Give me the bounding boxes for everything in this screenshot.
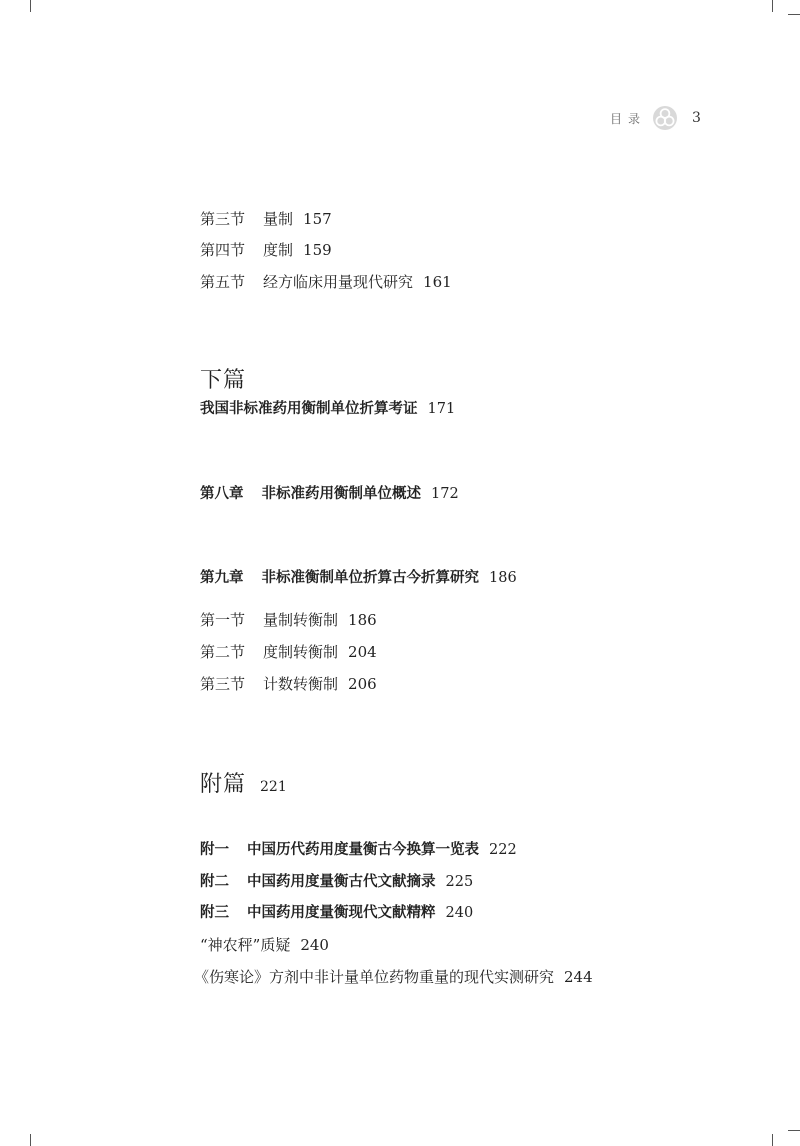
crop-mark-right-bottom bbox=[788, 1130, 800, 1131]
toc-entry-appendix[interactable]: 附一 中国历代药用度量衡古今换算一览表 222 bbox=[200, 842, 517, 858]
toc-page-number: 206 bbox=[348, 675, 377, 693]
toc-entry-chapter[interactable]: 第八章 非标准药用衡制单位概述 172 bbox=[200, 486, 459, 502]
toc-entry-section[interactable]: 第二节 度制转衡制 204 bbox=[200, 643, 377, 661]
part-title-lower: 下篇 bbox=[200, 368, 247, 393]
running-head bbox=[610, 104, 701, 132]
toc-page-number: 161 bbox=[423, 273, 452, 291]
toc-entry-article[interactable]: “神农秤”质疑 240 bbox=[200, 936, 329, 954]
toc-page-number: 186 bbox=[489, 570, 517, 586]
toc-page-number: 225 bbox=[445, 874, 474, 890]
toc-entry-part-subtitle[interactable]: 我国非标准药用衡制单位折算考证 171 bbox=[200, 401, 456, 417]
toc-entry-section[interactable]: 第一节 量制转衡制 186 bbox=[200, 611, 377, 629]
triple-swirl-logo-icon bbox=[652, 105, 678, 131]
toc-page-number: 204 bbox=[348, 643, 377, 661]
toc-entry-appendix[interactable]: 附三 中国药用度量衡现代文献精粹 240 bbox=[200, 905, 474, 921]
crop-mark-bottom-right bbox=[772, 1134, 773, 1146]
toc-page-number: 240 bbox=[300, 936, 329, 954]
toc-page-number: 159 bbox=[303, 241, 332, 259]
toc-page-number: 240 bbox=[445, 905, 474, 921]
toc-entry-section[interactable]: 第五节 经方临床用量现代研究 161 bbox=[200, 273, 452, 291]
crop-mark-top-right bbox=[772, 0, 773, 12]
crop-mark-top-left bbox=[30, 0, 31, 12]
crop-mark-bottom-left bbox=[30, 1134, 31, 1146]
running-head-page-number: 3 bbox=[692, 110, 701, 126]
toc-entry-appendix[interactable]: 附二 中国药用度量衡古代文献摘录 225 bbox=[200, 874, 474, 890]
toc-page-number: 186 bbox=[348, 611, 377, 629]
toc-entry-section[interactable]: 第三节 计数转衡制 206 bbox=[200, 675, 377, 693]
toc-entry-section[interactable]: 第三节 量制 157 bbox=[200, 210, 332, 228]
crop-mark-right-top bbox=[788, 14, 800, 15]
part-title-appendix[interactable]: 附篇 221 bbox=[200, 772, 287, 797]
toc-page-number: 157 bbox=[303, 210, 332, 228]
toc-page-number: 172 bbox=[431, 486, 459, 502]
toc-page-number: 171 bbox=[427, 401, 456, 417]
toc-page-number: 244 bbox=[564, 968, 593, 986]
toc-entry-chapter[interactable]: 第九章 非标准衡制单位折算古今折算研究 186 bbox=[200, 570, 517, 586]
toc-page-number: 221 bbox=[260, 779, 287, 795]
toc-entry-article[interactable]: 《伤寒论》方剂中非计量单位药物重量的现代实测研究 244 bbox=[194, 968, 593, 986]
running-head-label: 目录 bbox=[610, 111, 647, 126]
toc-entry-section[interactable]: 第四节 度制 159 bbox=[200, 241, 332, 259]
toc-page-number: 222 bbox=[489, 842, 517, 858]
